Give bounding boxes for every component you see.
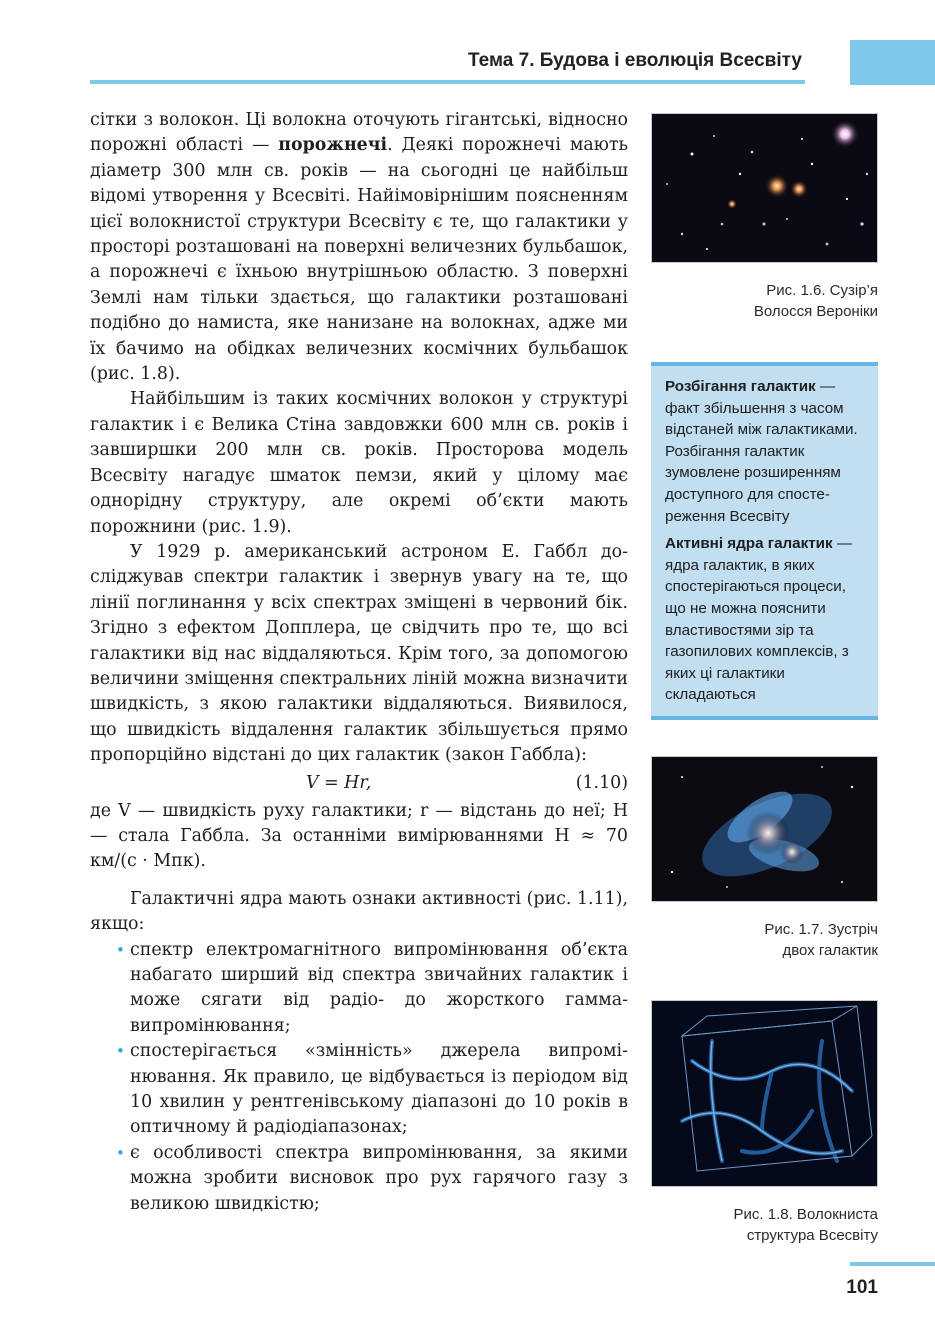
page-header-title: Тема 7. Будова і еволюція Всесвіту [468,50,802,71]
footer-rule [850,1262,935,1266]
bullet-icon: • [116,1042,125,1061]
bullet-icon: • [116,940,125,959]
list-item: • є особливості спектра випромінювання, за якими можна зробити висновок про рух гарячого газу з великою швидкістю; [116,1142,628,1214]
figure-caption: Рис. 1.8. Волокниста структура Всесвіту [733,1206,878,1244]
list-item: • спектр електромагнітного випромінювання об’єкта набагато ширший від спектра звичайних галактик і може сягати від радіо- до жорсткого гамма-випромінювання; [116,939,628,1036]
paragraph-2: Найбільшим із таких космічних волокон у структурі галактик і є Велика Стіна завдовжки 600 млн св. років і завширшки 200 млн св. років. Просторова модель Всесвіту нагадує шматок пемзи, який у цілому має однорідну структуру, але окремі об’єкти мають порожнини (рис. 1.9). [90,389,628,537]
main-text-column [90,108,628,1217]
figure-caption: Рис. 1.6. Сузір’я Волосся Вероніки [753,282,878,320]
galaxy-collision-image [651,756,878,902]
hubble-formula [90,771,628,797]
formula-expression: V = Hr, [306,772,372,793]
definition-active-galactic-nuclei: Активні ядра галактик — ядра галактик, в яких спостерігаються процеси, що не можна пояснити властивостями зір та газопилових комплексів, з яких ці галактики складаються [665,535,853,704]
header-rule [90,80,805,84]
paragraph-4: де V — швидкість руху галактики; r — відстань до неї; H — стала Габбла. За останніми вимірюваннями H ≈ 70 км/(с · Мпк). [90,800,628,872]
bullet-icon: • [116,1143,125,1162]
figure-galaxy-collision [651,756,878,961]
formula-number: (1.10) [575,772,628,793]
paragraph-5: Галактичні ядра мають ознаки активності (рис. 1.11), якщо: [90,888,628,935]
term-voids: порожнечі [278,135,388,156]
cosmic-web-image [651,1000,878,1187]
page-number: 101 [846,1277,878,1298]
figure-filament-structure [651,1000,878,1246]
figure-caption: Рис. 1.7. Зустріч двох галактик [764,921,878,959]
figure-coma-berenices [651,113,878,322]
paragraph-1: сітки з волокон. Ці волокна оточують гігантські, відносно порожні області — порожнечі. Деякі порожнечі мають діаметр 300 млн св. років — на сьогодні це найбільш відомі утворення у Всесвіті. Найімовірнішим поясненням цієї волокнистої структури Всесвіту є те, що галактики у просторі розташовані на поверхні величезних бульбашок, а порожнечі є їхньою внутрішньою областю. З поверхні Землі нам тільки здається, що галактики розташовані подібно до намиста, яке нанизане на волокнах, адже ми їх бачимо на обідках величезних космічних бульбашок (рис. 1.8). [90,110,628,385]
list-item: • спостерігається «змінність» джерела випромінювання. Як правило, це відбувається із періодом від 10 хвилин у рентгенівському діапазоні до 10 років в оптичному й радіодіапазонах; [116,1041,628,1138]
header-accent-block [850,40,935,85]
paragraph-3: У 1929 р. американський астроном Е. Габбл досліджував спектри галактик і звернув увагу на те, що лінії поглинання у всіх спектрах зміщені в червоний бік. Згідно з ефектом Допплера, це свідчить про те, що всі галактики від нас віддаляються. Крім того, за допомогою величини зміщення спектральних ліній можна визначити швидкість, з якою галактики віддаляються. Виявилося, що швидкість віддалення галактик збільшується прямо пропорційно відстані до цих галактик (закон Габбла): [90,541,628,766]
definition-galaxy-recession: Розбігання галактик — факт збільшення з часом відстаней між галактиками. Розбігання галактик зумовлене розширенням доступного для спостереження Всесвіту [665,378,858,525]
star-field-image [651,113,878,263]
definitions-box [651,362,878,720]
